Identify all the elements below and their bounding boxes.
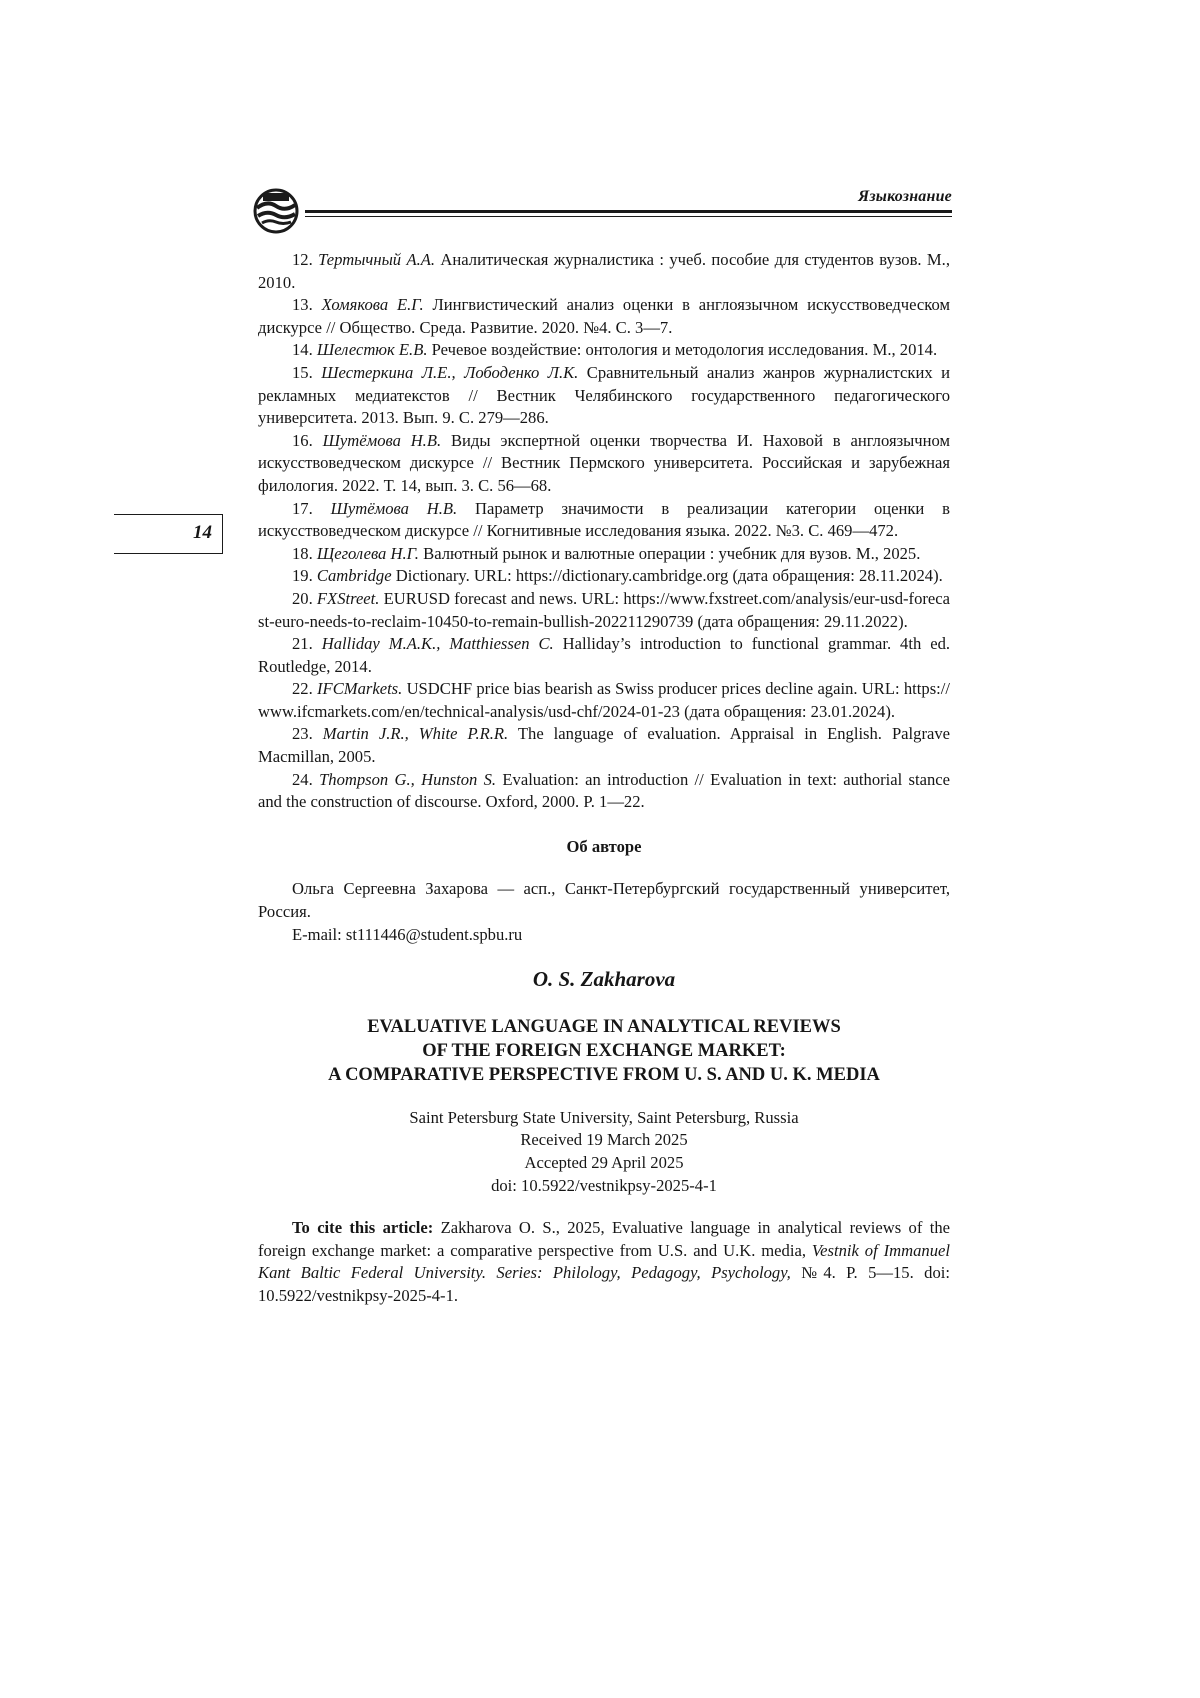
reference-text: Виды экспертной оценки творчества И. Наховой в англоязычном искусствоведческом дискурсе // Вестник Пермского университета. Российская и зарубежная филология. 2022. Т. 14, вып. 3. С. 56—68.: [258, 430, 950, 495]
page-number: 14: [193, 522, 212, 543]
reference-number: 23.: [292, 724, 313, 744]
reference-number: 24.: [292, 769, 313, 789]
title-line: A COMPARATIVE PERSPECTIVE FROM U. S. AND U. K. MEDIA: [328, 1064, 880, 1085]
reference-number: 16.: [292, 430, 313, 450]
reference-text: Сравнительный анализ жанров журналистских и рекламных медиатекстов // Вестник Челябинского государственного педагогического университета. 2013. Вып. 9. С. 279—286.: [258, 362, 950, 428]
received-date: Received 19 March 2025: [520, 1130, 688, 1150]
reference-author: Хомякова Е.Г.: [321, 295, 424, 315]
reference-author: Шестеркина Л.Е., Лободенко Л.К.: [321, 362, 579, 382]
reference-item: [258, 723, 950, 768]
citation: [258, 1217, 950, 1307]
title-line: OF THE FOREIGN EXCHANGE MARKET:: [422, 1040, 786, 1061]
reference-number: 18.: [292, 543, 313, 563]
reference-text: EURUSD forecast and news. URL: https://www.fxstreet.com/analysis/eur-usd-forecast-euro-needs-to-reclaim-10450-to-remain-bullish-202211290739 (дата обращения: 29.11.2022).: [258, 588, 951, 631]
header-rule-thin: [305, 216, 952, 217]
reference-number: 22.: [292, 679, 313, 699]
english-author: O. S. Zakharova: [532, 967, 676, 992]
author-bio: Ольга Сергеевна Захарова — асп., Санкт-Петербургский государственный университет, Россия.: [258, 879, 950, 922]
reference-text: Evaluation: an introduction // Evaluation in text: authorial stance and the construction of discourse. Oxford, 2000. P. 1—22.: [258, 769, 950, 812]
reference-author: FXStreet.: [316, 588, 380, 608]
reference-item: [258, 769, 950, 814]
reference-number: 19.: [292, 566, 313, 586]
reference-text: Halliday’s introduction to functional grammar. 4th ed. Routledge, 2014.: [258, 634, 951, 676]
affiliation: Saint Petersburg State University, Saint Petersburg, Russia: [409, 1107, 799, 1127]
reference-author: Martin J.R., White P.R.R.: [322, 724, 509, 744]
reference-item: [258, 588, 950, 633]
reference-text: Аналитическая журналистика : учеб. пособие для студентов вузов. М., 2010.: [258, 250, 950, 292]
reference-item: [258, 678, 950, 723]
reference-author: IFCMarkets.: [317, 679, 403, 699]
reference-author: Тертычный А.А.: [318, 250, 436, 269]
reference-item: [258, 339, 950, 362]
reference-text: USDCHF price bias bearish as Swiss producer prices decline again. URL: https://www.ifcmarkets.com/en/technical-analysis/usd-chf/2024-01-23 (дата обращения: 23.01.2024).: [258, 679, 950, 721]
reference-author: Шутёмова Н.В.: [322, 430, 442, 450]
reference-item: [258, 362, 950, 430]
reference-text: Dictionary. URL: https://dictionary.cambridge.org (дата обращения: 28.11.2024).: [395, 566, 943, 586]
reference-number: 21.: [292, 634, 313, 654]
reference-text: Валютный рынок и валютные операции : учебник для вузов. М., 2025.: [423, 543, 921, 563]
section-title: Языкознание: [858, 188, 952, 205]
title-line: EVALUATIVE LANGUAGE IN ANALYTICAL REVIEWS: [367, 1016, 841, 1037]
reference-list: [258, 249, 950, 814]
reference-text: Речевое воздействие: онтология и методология исследования. М., 2014.: [431, 340, 938, 360]
reference-number: 20.: [292, 588, 313, 608]
reference-item: [258, 294, 950, 339]
citation-text: Zakharova O. S., 2025, Evaluative language in analytical reviews of the foreign exchange market: a comparative perspective from U.S. and U.K. media,: [258, 1218, 950, 1260]
reference-author: Halliday M.A.K., Matthiessen C.: [321, 634, 554, 654]
reference-author: Thompson G., Hunston S.: [319, 769, 497, 789]
page-content: [258, 249, 950, 1308]
english-title: [258, 1015, 950, 1087]
page-number-box: [114, 514, 223, 554]
reference-item: [258, 565, 950, 588]
citation-tail: №4. P. 5—15. doi: 10.5922/vestnikpsy-2025-4-1.: [258, 1263, 950, 1305]
reference-number: 13.: [292, 295, 313, 315]
reference-author: Шелестюк Е.В.: [316, 340, 428, 360]
citation-label: To cite this article:: [292, 1218, 434, 1238]
reference-number: 15.: [292, 362, 313, 382]
reference-text: Лингвистический анализ оценки в англоязычном искусствоведческом дискурсе // Общество. Среда. Развитие. 2020. №4. С. 3—7.: [258, 295, 950, 337]
accepted-date: Accepted 29 April 2025: [524, 1153, 684, 1172]
reference-item: [258, 430, 950, 498]
author-email: E-mail: st111446@student.spbu.ru: [292, 924, 523, 944]
reference-item: [258, 498, 950, 543]
reference-author: Шутёмова Н.В.: [330, 498, 458, 518]
reference-item: [258, 633, 950, 678]
about-author-heading: Об авторе: [566, 836, 642, 856]
reference-item: [258, 543, 950, 566]
reference-number: 12.: [292, 250, 313, 269]
reference-item: [258, 249, 950, 294]
reference-text: The language of evaluation. Appraisal in English. Palgrave Macmillan, 2005.: [258, 724, 951, 767]
reference-number: 17.: [292, 498, 313, 518]
reference-author: Щеголева Н.Г.: [316, 543, 419, 563]
header-rule: [305, 210, 952, 213]
journal-wave-logo-icon: [253, 188, 299, 234]
reference-text: Параметр значимости в реализации категории оценки в искусствоведческом дискурсе // Когнитивные исследования языка. 2022. №3. С. 469—472.: [258, 498, 950, 541]
citation-journal: Vestnik of Immanuel Kant Baltic Federal University. Series: Philology, Pedagogy, Psychology,: [258, 1240, 950, 1283]
reference-author: Cambridge: [316, 566, 392, 586]
doi: doi: 10.5922/vestnikpsy-2025-4-1: [491, 1175, 717, 1195]
reference-number: 14.: [292, 340, 313, 360]
